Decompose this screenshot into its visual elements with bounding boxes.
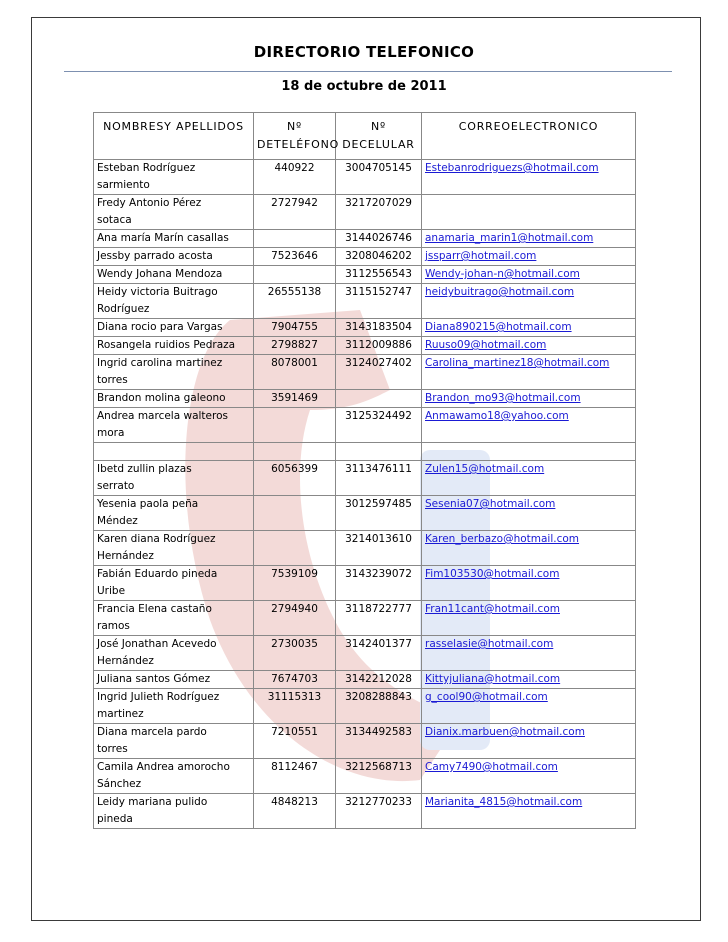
name-line: sarmiento — [97, 179, 150, 191]
cell-number: 3118722777 — [336, 601, 422, 636]
phone-number: 2794940 — [254, 601, 336, 636]
phone-number — [254, 266, 336, 284]
table-row — [94, 319, 636, 337]
table-row — [94, 443, 636, 461]
email-link[interactable]: Brandon_mo93@hotmail.com — [422, 390, 636, 408]
header-line: CORREO — [458, 120, 511, 133]
phone-number: 2730035 — [254, 636, 336, 671]
contact-name — [94, 319, 254, 337]
table-row — [94, 531, 636, 566]
email-link[interactable]: Dianix.marbuen@hotmail.com — [422, 724, 636, 759]
phone-number: 8078001 — [254, 355, 336, 390]
header-email — [422, 113, 636, 160]
name-line: Juliana santos Gómez — [97, 673, 211, 685]
cell-number: 3124027402 — [336, 355, 422, 390]
email-link[interactable]: g_cool90@hotmail.com — [422, 689, 636, 724]
table-row — [94, 794, 636, 829]
name-line: serrato — [97, 480, 135, 492]
name-line: Rosangela ruidios Pedraza — [97, 339, 236, 351]
name-line: martinez — [97, 708, 144, 720]
contact-name — [94, 461, 254, 496]
contact-name — [94, 601, 254, 636]
name-line: Francia Elena castaño — [97, 603, 212, 615]
table-row — [94, 496, 636, 531]
name-line: Brandon molina galeono — [97, 392, 226, 404]
name-line: Diana rocio para Vargas — [97, 321, 223, 333]
phone-number: 2798827 — [254, 337, 336, 355]
name-line: Ingrid Julieth Rodríguez — [97, 691, 220, 703]
contact-name — [94, 724, 254, 759]
email-link[interactable]: Camy7490@hotmail.com — [422, 759, 636, 794]
table-row — [94, 601, 636, 636]
cell-number: 3143239072 — [336, 566, 422, 601]
phone-number: 8112467 — [254, 759, 336, 794]
phone-number — [254, 230, 336, 248]
phone-number: 7523646 — [254, 248, 336, 266]
name-line: torres — [97, 743, 128, 755]
name-line: Fredy Antonio Pérez — [97, 197, 202, 209]
name-line: Ana maría Marín casallas — [97, 232, 229, 244]
cell-number: 3143183504 — [336, 319, 422, 337]
email-link[interactable]: Wendy-johan-n@hotmail.com — [422, 266, 636, 284]
phone-number: 7904755 — [254, 319, 336, 337]
email-link[interactable]: Karen_berbazo@hotmail.com — [422, 531, 636, 566]
name-line: mora — [97, 427, 125, 439]
table-row — [94, 759, 636, 794]
phone-number: 26555138 — [254, 284, 336, 319]
name-line: Rodríguez — [97, 303, 150, 315]
table-row — [94, 355, 636, 390]
cell-number: 3004705145 — [336, 160, 422, 195]
phone-number — [254, 443, 336, 461]
document-date: 18 de octubre de 2011 — [281, 79, 447, 94]
cell-number: 3112009886 — [336, 337, 422, 355]
table-row — [94, 671, 636, 689]
table-row — [94, 689, 636, 724]
table-row — [94, 230, 636, 248]
header-divider — [64, 71, 672, 72]
phone-number — [254, 531, 336, 566]
name-line: José Jonathan Acevedo — [97, 638, 217, 650]
phone-number: 2727942 — [254, 195, 336, 230]
email-link[interactable]: Estebanrodriguezs@hotmail.com — [422, 160, 636, 195]
name-line: Uribe — [97, 585, 126, 597]
contact-name — [94, 671, 254, 689]
contact-name — [94, 337, 254, 355]
cell-number: 3142401377 — [336, 636, 422, 671]
cell-number — [336, 443, 422, 461]
name-line: Ingrid carolina martinez — [97, 357, 223, 369]
phone-number: 6056399 — [254, 461, 336, 496]
header-phone — [254, 113, 340, 160]
header-line: Nº DE — [342, 120, 386, 151]
name-line: Fabián Eduardo pineda — [97, 568, 218, 580]
phone-number: 4848213 — [254, 794, 336, 829]
email-link[interactable]: Carolina_martinez18@hotmail.com — [422, 355, 636, 390]
cell-number: 3212770233 — [336, 794, 422, 829]
phone-number: 31115313 — [254, 689, 336, 724]
contact-name — [94, 390, 254, 408]
header-line: TELÉFONO — [274, 138, 340, 151]
contact-name — [94, 230, 254, 248]
phone-number — [254, 408, 336, 443]
table-header-row — [94, 113, 636, 160]
table-row — [94, 337, 636, 355]
header-line: ELECTRONICO — [510, 120, 599, 133]
email-link — [422, 195, 636, 230]
header-line: CELULAR — [359, 138, 415, 151]
contact-name — [94, 531, 254, 566]
contact-name — [94, 636, 254, 671]
table-row — [94, 284, 636, 319]
table-row — [94, 636, 636, 671]
directory-table — [93, 112, 636, 829]
phone-number: 7210551 — [254, 724, 336, 759]
header-line: Y APELLIDOS — [164, 120, 244, 133]
contact-name — [94, 284, 254, 319]
contact-name — [94, 195, 254, 230]
email-link[interactable]: Anmawamo18@yahoo.com — [422, 408, 636, 443]
name-line: Esteban Rodríguez — [97, 162, 196, 174]
contact-name — [94, 355, 254, 390]
name-line: pineda — [97, 813, 133, 825]
cell-number: 3125324492 — [336, 408, 422, 443]
email-link[interactable]: Diana890215@hotmail.com — [422, 319, 636, 337]
name-line: Leidy mariana pulido — [97, 796, 208, 808]
email-link[interactable]: heidybuitrago@hotmail.com — [422, 284, 636, 319]
email-link[interactable]: Marianita_4815@hotmail.com — [422, 794, 636, 829]
name-line: Hernández — [97, 550, 154, 562]
phone-number: 7674703 — [254, 671, 336, 689]
header-cell — [336, 113, 422, 160]
cell-number: 3012597485 — [336, 496, 422, 531]
contact-name — [94, 759, 254, 794]
table-row — [94, 566, 636, 601]
name-line: Diana marcela pardo — [97, 726, 207, 738]
email-link[interactable]: Fim103530@hotmail.com — [422, 566, 636, 601]
header-names — [94, 113, 254, 160]
name-line: Andrea marcela walteros — [97, 410, 228, 422]
name-line: Sánchez — [97, 778, 142, 790]
name-line: Yesenia paola peña — [97, 498, 199, 510]
phone-number: 440922 — [254, 160, 336, 195]
cell-number: 3144026746 — [336, 230, 422, 248]
cell-number: 3208288843 — [336, 689, 422, 724]
email-link — [422, 443, 636, 461]
cell-number: 3214013610 — [336, 531, 422, 566]
cell-number: 3212568713 — [336, 759, 422, 794]
cell-number: 3113476111 — [336, 461, 422, 496]
email-link[interactable]: rasselasie@hotmail.com — [422, 636, 636, 671]
contact-name — [94, 566, 254, 601]
table-row — [94, 724, 636, 759]
name-line: torres — [97, 374, 128, 386]
table-row — [94, 408, 636, 443]
phone-number — [254, 496, 336, 531]
table-row — [94, 266, 636, 284]
table-row — [94, 248, 636, 266]
name-line: sotaca — [97, 214, 132, 226]
email-link[interactable]: jssparr@hotmail.com — [422, 248, 636, 266]
table-row — [94, 160, 636, 195]
table-row — [94, 461, 636, 496]
cell-number: 3217207029 — [336, 195, 422, 230]
name-line: Heidy victoria Buitrago — [97, 286, 218, 298]
email-link[interactable]: Sesenia07@hotmail.com — [422, 496, 636, 531]
cell-number: 3142212028 — [336, 671, 422, 689]
contact-name — [94, 689, 254, 724]
email-link[interactable]: anamaria_marin1@hotmail.com — [422, 230, 636, 248]
name-line: Hernández — [97, 655, 154, 667]
email-link[interactable]: Ruuso09@hotmail.com — [422, 337, 636, 355]
cell-number: 3208046202 — [336, 248, 422, 266]
name-line: Karen diana Rodríguez — [97, 533, 216, 545]
name-line: Méndez — [97, 515, 138, 527]
contact-name — [94, 408, 254, 443]
email-link[interactable]: Fran11cant@hotmail.com — [422, 601, 636, 636]
contact-name — [94, 496, 254, 531]
contact-name — [94, 443, 254, 461]
phone-number: 7539109 — [254, 566, 336, 601]
name-line: Ibetd zullin plazas — [97, 463, 192, 475]
contact-name — [94, 794, 254, 829]
email-link[interactable]: Kittyjuliana@hotmail.com — [422, 671, 636, 689]
contact-name — [94, 248, 254, 266]
phone-number: 3591469 — [254, 390, 336, 408]
name-line: Wendy Johana Mendoza — [97, 268, 223, 280]
table-row — [94, 195, 636, 230]
table-row — [94, 390, 636, 408]
name-line: ramos — [97, 620, 130, 632]
cell-number — [336, 390, 422, 408]
cell-number: 3112556543 — [336, 266, 422, 284]
name-line: Jessby parrado acosta — [97, 250, 213, 262]
header-line: NOMBRES — [103, 120, 165, 133]
cell-number: 3134492583 — [336, 724, 422, 759]
header-line: Nº DE — [257, 120, 302, 151]
contact-name — [94, 266, 254, 284]
name-line — [97, 443, 250, 460]
cell-number: 3115152747 — [336, 284, 422, 319]
email-link[interactable]: Zulen15@hotmail.com — [422, 461, 636, 496]
document-title: DIRECTORIO TELEFONICO — [253, 43, 475, 61]
name-line: Camila Andrea amorocho — [97, 761, 230, 773]
contact-name — [94, 160, 254, 195]
